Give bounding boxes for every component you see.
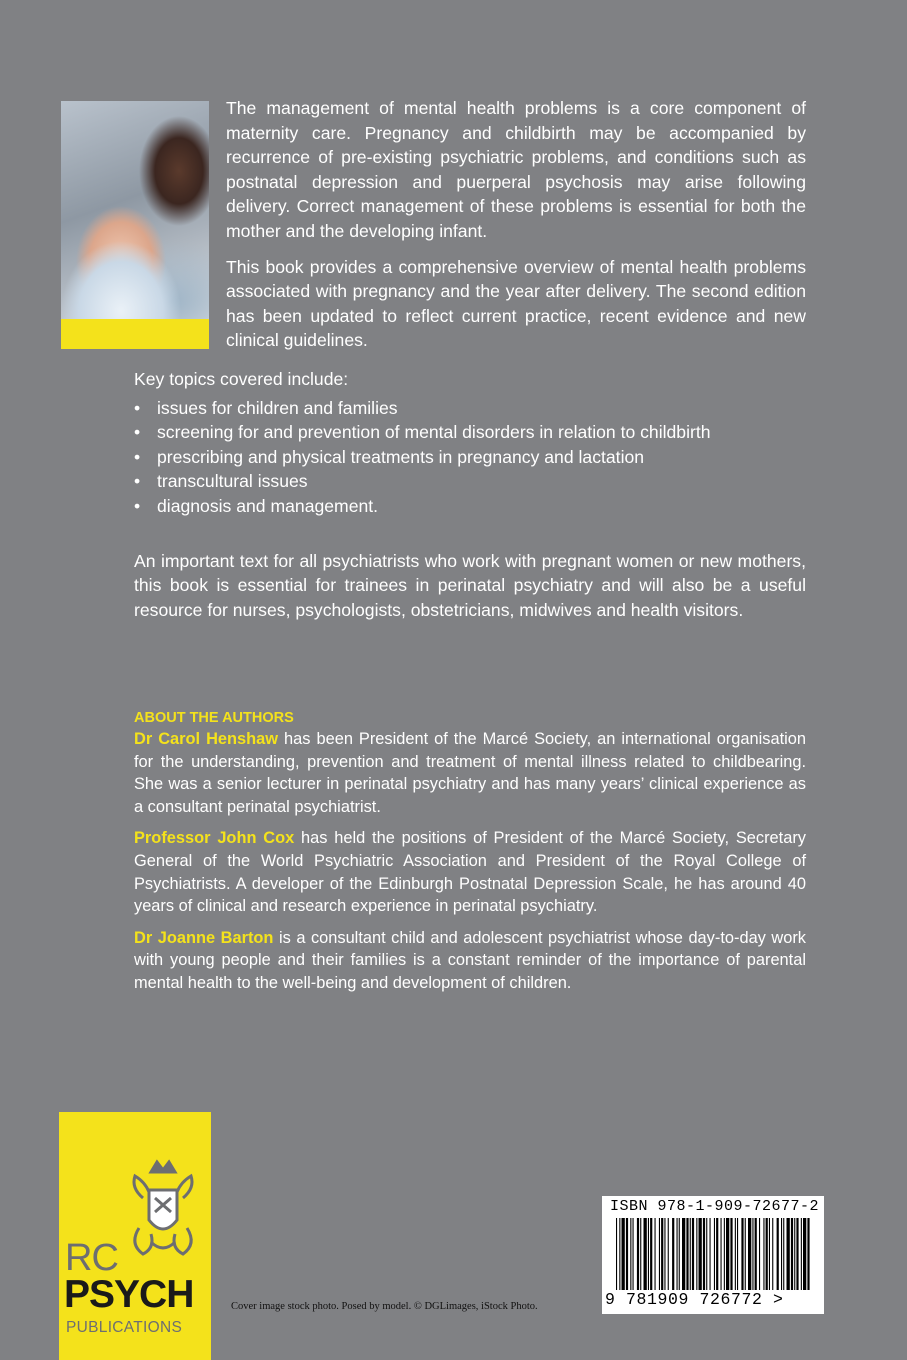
barcode-bar xyxy=(724,1218,725,1290)
bullet-icon: • xyxy=(134,495,141,516)
list-item: • diagnosis and management. xyxy=(134,494,814,519)
topics-lead: Key topics covered include: xyxy=(134,369,349,389)
intro-paragraph-2: This book provides a comprehensive overview of mental health problems associated with pregnancy and the year after delivery. The second edition has been updated to reflect current practice, recent evidence and new clinical guidelines. xyxy=(226,256,806,351)
barcode-bar xyxy=(661,1218,663,1290)
barcode-bar xyxy=(741,1218,743,1290)
barcode-bar xyxy=(630,1218,631,1290)
photo-yellow-band xyxy=(61,319,209,349)
barcode-bar xyxy=(791,1218,793,1290)
logo-psych: PSYCH xyxy=(64,1273,194,1316)
topics-list xyxy=(134,396,814,519)
barcode-bar xyxy=(692,1218,694,1290)
list-item: • prescribing and physical treatments in pregnancy and lactation xyxy=(134,445,814,470)
barcode-bar xyxy=(726,1218,729,1290)
barcode-bar xyxy=(648,1218,649,1290)
key-topics xyxy=(134,367,814,519)
barcode-bar xyxy=(748,1218,751,1290)
intro-paragraph-1: The management of mental health problems is a core component of maternity care. Pregnancy and childbirth may be accompanied by recurrence of pre-existing psychiatric problems, and conditions such as postnatal depression and puerperal psychosis may arise following delivery. Correct management of these problems is essential for both the mother and the developing infant. xyxy=(226,98,806,241)
barcode-bar xyxy=(787,1218,790,1290)
barcode-bar xyxy=(633,1218,634,1290)
barcode-bar xyxy=(637,1218,639,1290)
barcode-bar xyxy=(690,1218,691,1290)
barcode-bar xyxy=(783,1218,784,1290)
isbn-barcode xyxy=(602,1196,824,1314)
barcode-bar xyxy=(745,1218,746,1290)
barcode-bar xyxy=(677,1218,678,1290)
list-item: • issues for children and families xyxy=(134,396,814,421)
barcode-bar xyxy=(781,1218,782,1290)
barcode-bar xyxy=(807,1218,809,1290)
barcode-digits: 9 781909 726772 > xyxy=(605,1290,784,1309)
barcode-bar xyxy=(752,1218,753,1290)
image-credit: Cover image stock photo. Posed by model. © DGLimages, iStock Photo. xyxy=(231,1301,538,1312)
author-bio: Professor John Cox has held the positions of President of the Marcé Society, Secretary General of the World Psychiatric Association and President of the Royal College of Psychiatrists. A developer of the Edinburgh Postnatal Depression Scale, he has around 40 years of clinical and research experience in perinatal psychiatry. xyxy=(134,829,806,916)
barcode-bar xyxy=(640,1218,641,1290)
barcode-bars xyxy=(616,1218,812,1290)
list-item: • transcultural issues xyxy=(134,469,814,494)
mother-and-baby-image xyxy=(61,101,209,319)
author-name: Professor John Cox xyxy=(134,829,295,848)
barcode-bar xyxy=(759,1218,760,1290)
logo-publications: PUBLICATIONS xyxy=(66,1319,183,1336)
closing-paragraph: An important text for all psychiatrists who work with pregnant women or new mothers, this book is essential for trainees in perinatal psychiatry and will also be a useful resource for nurses, psychologists, obstetricians, midwives and health visitors. xyxy=(134,550,806,620)
barcode-bar xyxy=(664,1218,665,1290)
author-name: Dr Joanne Barton xyxy=(134,928,274,947)
barcode-bar xyxy=(622,1218,625,1290)
barcode-bar xyxy=(772,1218,773,1290)
cover-photo xyxy=(61,101,209,349)
barcode-bar xyxy=(735,1218,736,1290)
barcode-bar xyxy=(755,1218,757,1290)
barcode-bar xyxy=(626,1218,628,1290)
barcode-bar xyxy=(714,1218,715,1290)
about-the-authors xyxy=(134,708,806,1004)
bullet-icon: • xyxy=(134,397,141,418)
crest-icon xyxy=(121,1158,205,1268)
barcode-bar xyxy=(696,1218,697,1290)
barcode-bar xyxy=(803,1218,806,1290)
barcode-bar xyxy=(796,1218,798,1290)
isbn-label: ISBN 978-1-909-72677-2 xyxy=(610,1198,820,1215)
authors-heading: ABOUT THE AUTHORS xyxy=(134,710,294,726)
list-item: • screening for and prevention of mental disorders in relation to childbirth xyxy=(134,420,814,445)
barcode-bar xyxy=(644,1218,647,1290)
barcode-bar xyxy=(619,1218,620,1290)
barcode-bar xyxy=(655,1218,656,1290)
logo-rc: RC xyxy=(65,1237,118,1279)
barcode-bar xyxy=(686,1218,688,1290)
barcode-bar xyxy=(710,1218,711,1290)
barcode-bar xyxy=(679,1218,680,1290)
bullet-icon: • xyxy=(134,471,141,492)
intro-text xyxy=(226,96,806,364)
author-bio: Dr Carol Henshaw has been President of the Marcé Society, an international organisation for the understanding, prevention and treatment of mental illness related to childbearing. She was a senior lecturer in perinatal psychiatry and has many years’ clinical experience as a consultant perinatal psychiatrist. xyxy=(134,730,806,816)
barcode-bar xyxy=(766,1218,768,1290)
author-name: Dr Carol Henshaw xyxy=(134,730,279,748)
barcode-bar xyxy=(706,1218,707,1290)
barcode-bar xyxy=(699,1218,702,1290)
barcode-bar xyxy=(769,1218,770,1290)
barcode-bar xyxy=(777,1218,779,1290)
barcode-bar xyxy=(737,1218,738,1290)
barcode-bar xyxy=(659,1218,660,1290)
barcode-bar xyxy=(801,1218,802,1290)
barcode-bar xyxy=(730,1218,732,1290)
barcode-bar xyxy=(703,1218,705,1290)
barcode-bar xyxy=(616,1218,617,1290)
bullet-icon: • xyxy=(134,446,141,467)
rcpsych-publications-logo xyxy=(59,1112,211,1360)
barcode-bar xyxy=(716,1218,718,1290)
barcode-bar xyxy=(682,1218,685,1290)
barcode-bar xyxy=(721,1218,722,1290)
barcode-bar xyxy=(672,1218,674,1290)
barcode-bar xyxy=(763,1218,764,1290)
barcode-bar xyxy=(794,1218,795,1290)
barcode-bar xyxy=(668,1218,669,1290)
barcode-bar xyxy=(650,1218,652,1290)
bullet-icon: • xyxy=(134,422,141,443)
author-bio: Dr Joanne Barton is a consultant child and adolescent psychiatrist whose day-to-day work with young people and their families is a constant reminder of the importance of parental mental health to the well-being and development of children. xyxy=(134,928,806,992)
